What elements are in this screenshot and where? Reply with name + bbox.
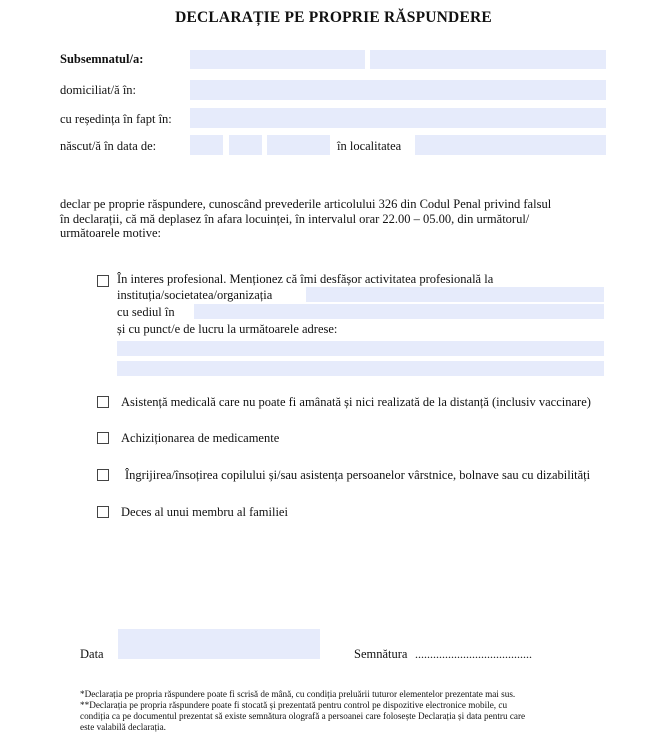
medicines-checkbox[interactable] [97, 432, 109, 444]
work-address-field-1[interactable] [117, 341, 604, 356]
medical-checkbox[interactable] [97, 396, 109, 408]
organization-field[interactable] [306, 287, 604, 302]
birth-day-field[interactable] [190, 135, 223, 155]
birth-date-label: născut/ă în data de: [60, 139, 157, 153]
professional-reason-text: În interes profesional. Menționez că îmi desfășor activitatea profesională la [117, 272, 494, 286]
death-checkbox[interactable] [97, 506, 109, 518]
footnote-line: *Declarația pe propria răspundere poate fi scrisă de mână, cu condiția preluării tuturor elementelor prezentate mai sus. [80, 689, 516, 699]
date-label: Data [80, 647, 104, 661]
domiciliat-label: domiciliat/ă în: [60, 83, 137, 97]
care-checkbox[interactable] [97, 469, 109, 481]
birth-place-field[interactable] [415, 135, 606, 155]
birth-month-field[interactable] [229, 135, 262, 155]
first-name-field[interactable] [370, 50, 606, 69]
birth-year-field[interactable] [267, 135, 330, 155]
statement-line: declar pe proprie răspundere, cunoscând prevederile articolului 326 din Codul Penal privind falsul [60, 197, 552, 211]
care-reason-text: Îngrijirea/însoțirea copilului și/sau asistența persoanelor vârstnice, bolnave sau cu dizabilități [125, 468, 591, 482]
signature-line: ....................................... [415, 647, 532, 661]
work-address-field-2[interactable] [117, 361, 604, 376]
signature-label: Semnătura [354, 647, 408, 661]
statement-line: în declarații, că mă deplasez în afara locuinței, în intervalul orar 22.00 – 05.00, din următorul/ [60, 211, 530, 226]
resedinta-label: cu reședința în fapt în: [60, 112, 172, 126]
footnote-line: condiția ca pe documentul prezentat să existe semnătura olografă a persoanei care folosește Declarația și data pentru care [80, 711, 526, 721]
localitatea-label: în localitatea [337, 139, 402, 153]
work-addresses-label: și cu punct/e de lucru la următoarele adrese: [117, 322, 338, 336]
footnotes [80, 689, 620, 733]
last-name-field[interactable] [190, 50, 365, 69]
residence-field[interactable] [190, 108, 606, 128]
medical-reason-text: Asistență medicală care nu poate fi amânată și nici realizată de la distanță (inclusiv vaccinare) [121, 395, 591, 409]
professional-checkbox[interactable] [97, 275, 109, 287]
statement-line: următoarele motive: [60, 226, 162, 241]
medicines-reason-text: Achiziționarea de medicamente [121, 431, 280, 445]
footnote-line: **Declarația pe propria răspundere poate fi stocată și prezentată pentru control pe dispozitive electronice mobile, cu [80, 700, 508, 710]
organization-label: instituția/societatea/organizația [117, 288, 273, 302]
domicile-field[interactable] [190, 80, 606, 100]
headquarters-label: cu sediul în [117, 305, 175, 319]
statement-paragraph [60, 197, 580, 241]
subsemnatul-label: Subsemnatul/a: [60, 52, 144, 66]
page-title: DECLARAȚIE PE PROPRIE RĂSPUNDERE [175, 9, 492, 26]
date-field[interactable] [118, 629, 320, 659]
footnote-line: este valabilă declarația. [80, 722, 166, 732]
headquarters-field[interactable] [194, 304, 604, 319]
death-reason-text: Deces al unui membru al familiei [121, 505, 288, 519]
